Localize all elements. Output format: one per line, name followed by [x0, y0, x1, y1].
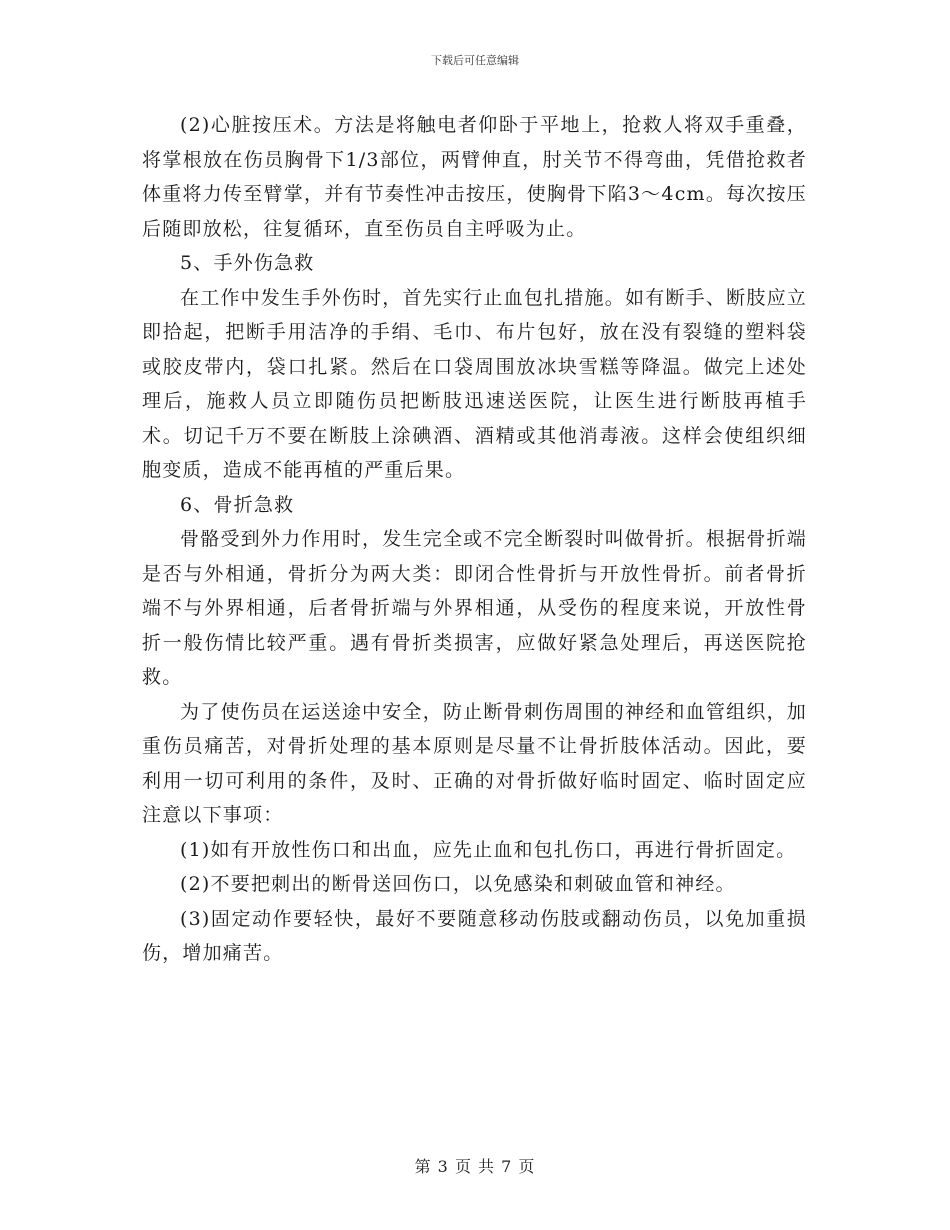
page-number-footer: 第 3 页 共 7 页 — [414, 1157, 536, 1176]
list-item-broken-bone: (2)不要把刺出的断骨送回伤口，以免感染和刺破血管和神经。 — [180, 873, 736, 895]
document-body — [142, 108, 807, 971]
paragraph-fracture-definition: 骨骼受到外力作用时，发生完全或不完全断裂时叫做骨折。根据骨折端是否与外相通，骨折分为两大类：即闭合性骨折与开放性骨折。前者骨折端不与外界相通，后者骨折端与外界相通，从受伤的程度来说，开放性骨折一般伤情比较严重。遇有骨折类损害，应做好紧急处理后，再送医院抢救。 — [142, 528, 807, 688]
heading-fracture: 6、骨折急救 — [180, 493, 295, 516]
list-item-fixation: (3)固定动作要轻快，最好不要随意移动伤肢或翻动伤员，以免加重损伤，增加痛苦。 — [142, 907, 807, 964]
paragraph-hand-injury: 在工作中发生手外伤时，首先实行止血包扎措施。如有断手、断肢应立即拾起，把断手用洁净的手绢、毛巾、布片包好，放在没有裂缝的塑料袋或胶皮带内，袋口扎紧。然后在口袋周围放冰块雪糕等降温。做完上述处理后，施救人员立即随伤员把断肢迅速送医院，让医生进行断肢再植手术。切记千万不要在断肢上涂碘酒、酒精或其他消毒液。这样会使组织细胞变质，造成不能再植的严重后果。 — [142, 286, 807, 481]
paragraph-cardiac-compression: (2)心脏按压术。方法是将触电者仰卧于平地上，抢救人将双手重叠，将掌根放在伤员胸骨下1/3部位，两臂伸直，肘关节不得弯曲，凭借抢救者体重将力传至臂掌，并有节奏性冲击按压，使胸骨下陷3～4cm。每次按压后随即放松，往复循环，直至伤员自主呼吸为止。 — [142, 114, 807, 240]
page-header-note: 下载后可任意编辑 — [431, 54, 519, 67]
list-item-open-wound: (1)如有开放性伤口和出血，应先止血和包扎伤口，再进行骨折固定。 — [180, 838, 797, 861]
heading-hand-injury: 5、手外伤急救 — [180, 252, 315, 274]
paragraph-fracture-principles: 为了使伤员在运送途中安全，防止断骨刺伤周围的神经和血管组织，加重伤员痛苦，对骨折处理的基本原则是尽量不让骨折肢体活动。因此，要利用一切可利用的条件，及时、正确的对骨折做好临时固定、临时固定应注意以下事项： — [142, 700, 807, 826]
